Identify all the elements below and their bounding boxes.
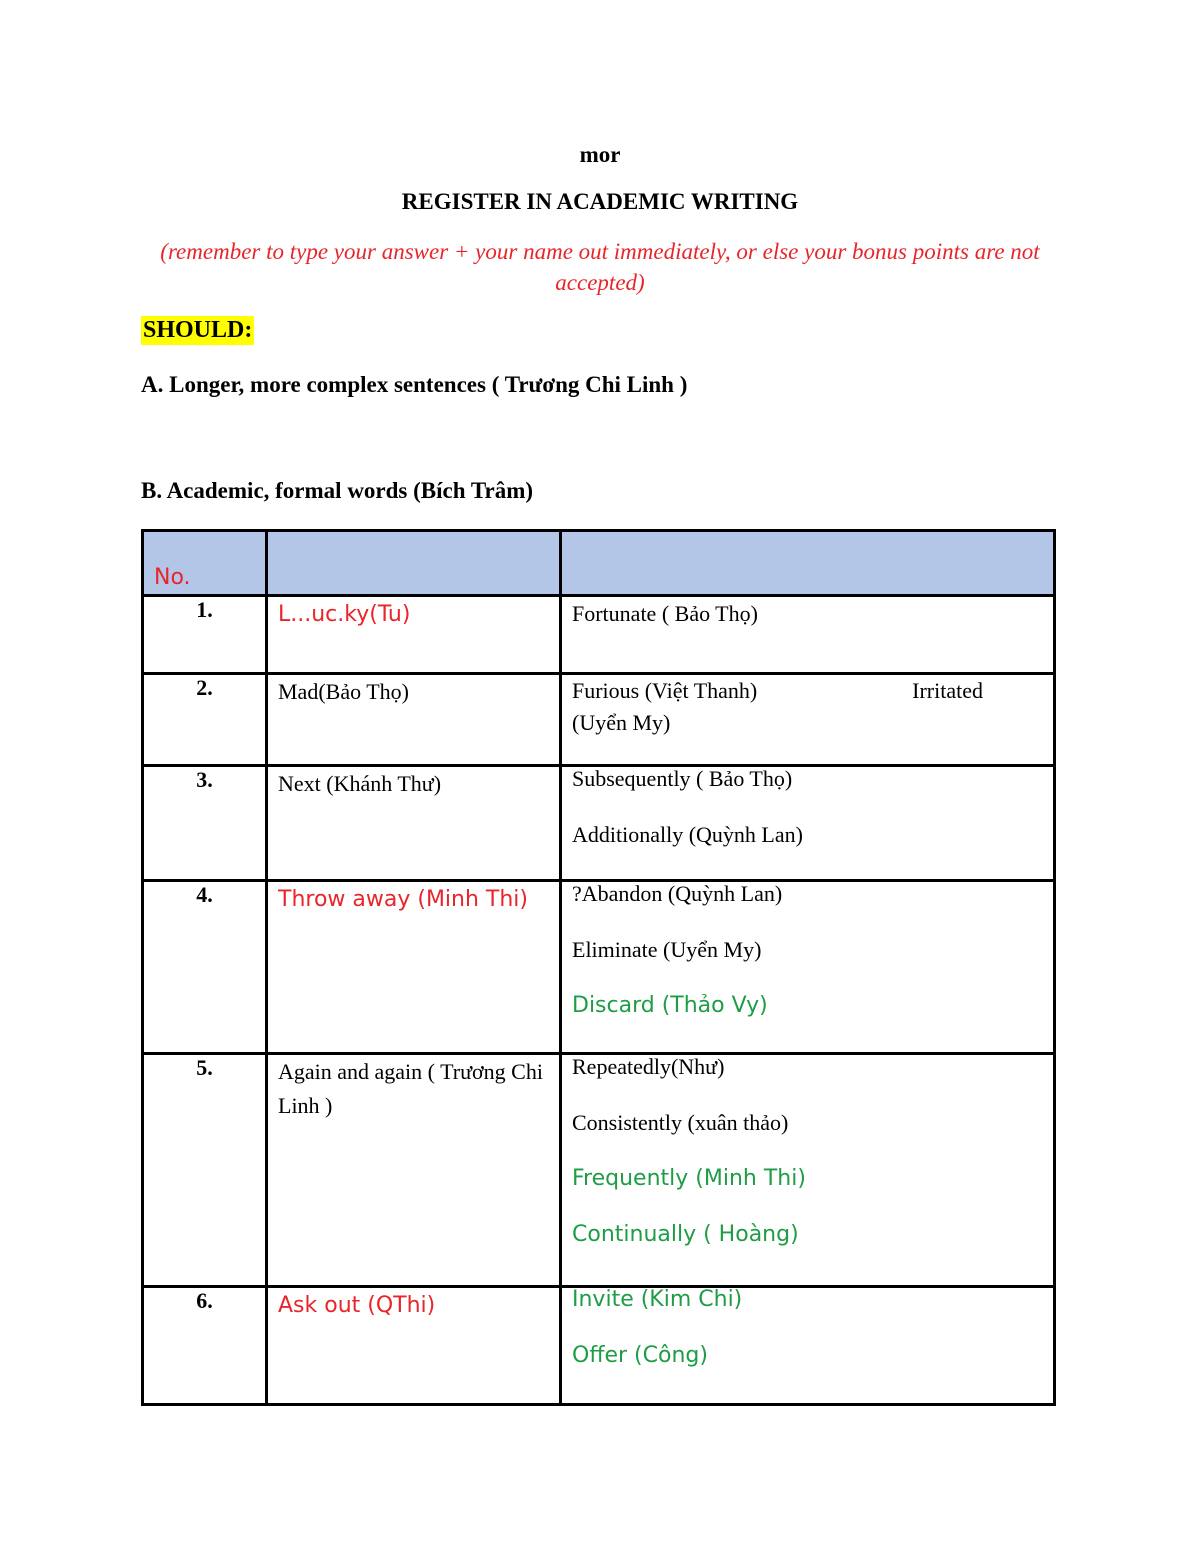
formal-words	[561, 596, 1055, 674]
informal-word-text: Mad(Bảo Thọ)	[278, 679, 409, 704]
informal-word	[267, 596, 561, 674]
formal-word: Invite (Kim Chi)	[572, 1287, 743, 1312]
formal-word: Subsequently ( Bảo Thọ)	[572, 766, 793, 791]
instruction-note: (remember to type your answer + your name out immediately, or else your bonus points are not accepted)	[160, 239, 1040, 295]
table-row	[143, 596, 1055, 674]
informal-word	[267, 674, 561, 766]
formal-word: Discard (Thảo Vy)	[572, 993, 768, 1018]
formal-words	[561, 766, 1055, 881]
formal-word: Repeatedly(Như)	[572, 1054, 725, 1079]
informal-word-text: Ask out (QThi)	[278, 1293, 436, 1318]
table-row	[143, 881, 1055, 1054]
vocabulary-table	[141, 529, 1056, 1406]
informal-word	[267, 1287, 561, 1405]
formal-word: Additionally (Quỳnh Lan)	[572, 822, 803, 847]
formal-word: Fortunate ( Bảo Thọ)	[572, 601, 758, 626]
formal-word: Consistently (xuân thảo)	[572, 1110, 789, 1135]
informal-word-text: Throw away (Minh Thi)	[278, 887, 528, 912]
informal-word-text: Next (Khánh Thư)	[278, 771, 442, 796]
formal-words	[561, 674, 1055, 766]
table-row	[143, 674, 1055, 766]
formal-word: Offer (Công)	[572, 1343, 708, 1368]
table-header-row	[143, 531, 1055, 596]
informal-word	[267, 1054, 561, 1287]
section-b-heading: B. Academic, formal words (Bích Trâm)	[141, 478, 534, 503]
formal-word: Continually ( Hoàng)	[572, 1222, 799, 1247]
should-label: SHOULD:	[143, 317, 253, 343]
formal-word: Irritated	[912, 678, 983, 703]
informal-word	[267, 766, 561, 881]
table-row	[143, 1054, 1055, 1287]
row-number: 3.	[143, 766, 267, 881]
row-number: 1.	[143, 596, 267, 674]
header-top-text: mor	[579, 142, 621, 167]
section-a-heading: A. Longer, more complex sentences ( Trương Chi Linh )	[141, 372, 688, 397]
formal-word: Eliminate (Uyển My)	[572, 937, 762, 962]
informal-word-text: Again and again ( Trương Chi Linh )	[278, 1059, 543, 1118]
row-number: 6.	[143, 1287, 267, 1405]
formal-words	[561, 1287, 1055, 1405]
formal-word-line	[572, 675, 1043, 707]
row-number: 5.	[143, 1054, 267, 1287]
formal-word: Furious (Việt Thanh)	[572, 678, 758, 703]
row-number: 4.	[143, 881, 267, 1054]
document-title: REGISTER IN ACADEMIC WRITING	[401, 189, 799, 214]
table-row	[143, 1287, 1055, 1405]
header-informal	[267, 531, 561, 596]
formal-words	[561, 1054, 1055, 1287]
informal-word-text: L...uc.ky(Tu)	[278, 602, 411, 627]
table-row	[143, 766, 1055, 881]
formal-word: Frequently (Minh Thi)	[572, 1166, 806, 1191]
header-no: No.	[143, 531, 267, 596]
header-formal	[561, 531, 1055, 596]
formal-word: ?Abandon (Quỳnh Lan)	[572, 881, 783, 906]
formal-word: (Uyển My)	[572, 710, 671, 735]
formal-words	[561, 881, 1055, 1054]
row-number: 2.	[143, 674, 267, 766]
informal-word	[267, 881, 561, 1054]
